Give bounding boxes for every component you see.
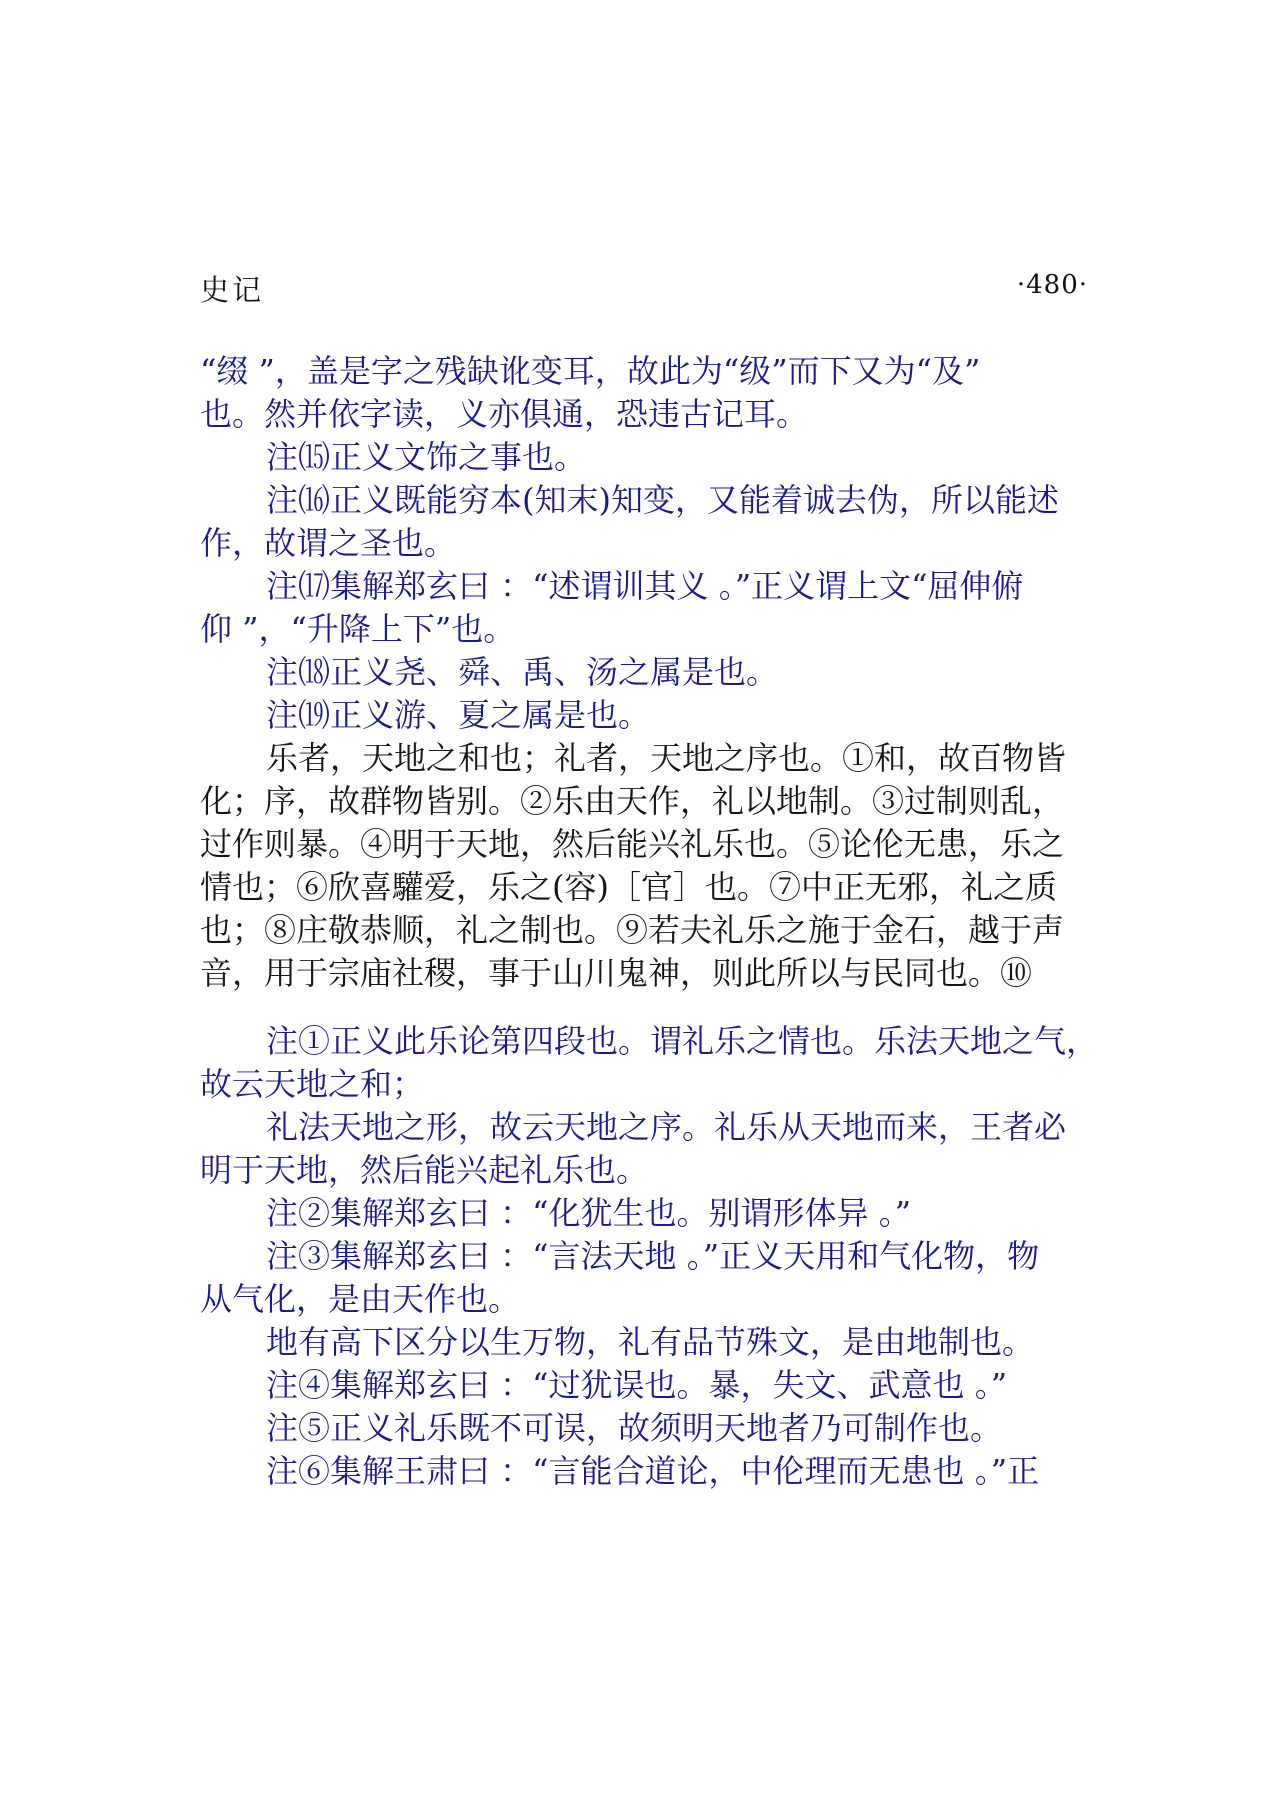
- annotation-line: 仰 ”，“升降上下”也。: [200, 610, 516, 648]
- annotation-line: 注③集解郑玄曰 ：“言法天地 。”正义天用和气化物，物: [266, 1237, 1040, 1275]
- book-title: 史记: [200, 273, 265, 307]
- main-text-line: 过作则暴。④明于天地，然后能兴礼乐也。⑤论伦无患，乐之: [200, 825, 1065, 863]
- annotation-line: 注⒅正义尧、舜、禹、汤之属是也。: [266, 653, 779, 691]
- annotation-line: 注⒂正义文饰之事也。: [266, 438, 587, 476]
- annotation-line: 注⑥集解王肃曰 ：“言能合道论，中伦理而无患也 。”正: [266, 1452, 1040, 1490]
- annotation-line: 明于天地，然后能兴起礼乐也。: [200, 1151, 649, 1189]
- annotation-line: 也。然并依字读，义亦俱通，恐违古记耳。: [200, 395, 809, 433]
- annotation-line: 从气化，是由天作也。: [200, 1280, 521, 1318]
- annotation-line: 故云天地之和；: [200, 1065, 425, 1103]
- main-text-line: 乐者，天地之和也；礼者，天地之序也。①和，故百物皆: [266, 739, 1067, 777]
- page-body: [200, 350, 1099, 1493]
- annotation-line: 注①正义此乐论第四段也。谓礼乐之情也。乐法天地之气，: [266, 1022, 1099, 1060]
- annotation-line: 注⒄集解郑玄曰 ：“述谓训其义 。”正义谓上文“屈伸俯: [266, 567, 1024, 605]
- paragraph-gap: [200, 995, 1096, 1020]
- main-text-line: 情也；⑥欣喜驩爱，乐之(容)［官］也。⑦中正无邪，礼之质: [200, 868, 1057, 906]
- annotation-line: 注⒃正义既能穷本(知末)知变，又能着诚去伪，所以能述: [266, 481, 1059, 519]
- annotation-line: 注⑤正义礼乐既不可误，故须明天地者乃可制作也。: [266, 1409, 1003, 1447]
- main-text-line: 音，用于宗庙社稷，事于山川鬼神，则此所以与民同也。⑩: [200, 954, 1033, 992]
- annotation-line: 礼法天地之形，故云天地之序。礼乐从天地而来，王者必: [266, 1108, 1067, 1146]
- annotation-line: 地有高下区分以生万物，礼有品节殊文，是由地制也。: [266, 1323, 1035, 1361]
- annotation-line: 注②集解郑玄曰 ：“化犹生也。别谓形体异 。”: [266, 1194, 912, 1232]
- main-text-line: 也；⑧庄敬恭顺，礼之制也。⑨若夫礼乐之施于金石，越于声: [200, 911, 1065, 949]
- annotation-line: “缀 ”，盖是字之残缺讹变耳，故此为“级”而下又为“及”: [200, 352, 981, 390]
- annotation-line: 注⒆正义游、夏之属是也。: [266, 696, 651, 734]
- annotation-line: 作，故谓之圣也。: [200, 524, 457, 562]
- annotation-line: 注④集解郑玄曰 ：“过犹误也。暴，失文、武意也 。”: [266, 1366, 1008, 1404]
- page-header: [200, 268, 1088, 308]
- main-text-line: 化；序，故群物皆别。②乐由天作，礼以地制。③过制则乱，: [200, 782, 1065, 820]
- page-number: ·480·: [1016, 270, 1088, 300]
